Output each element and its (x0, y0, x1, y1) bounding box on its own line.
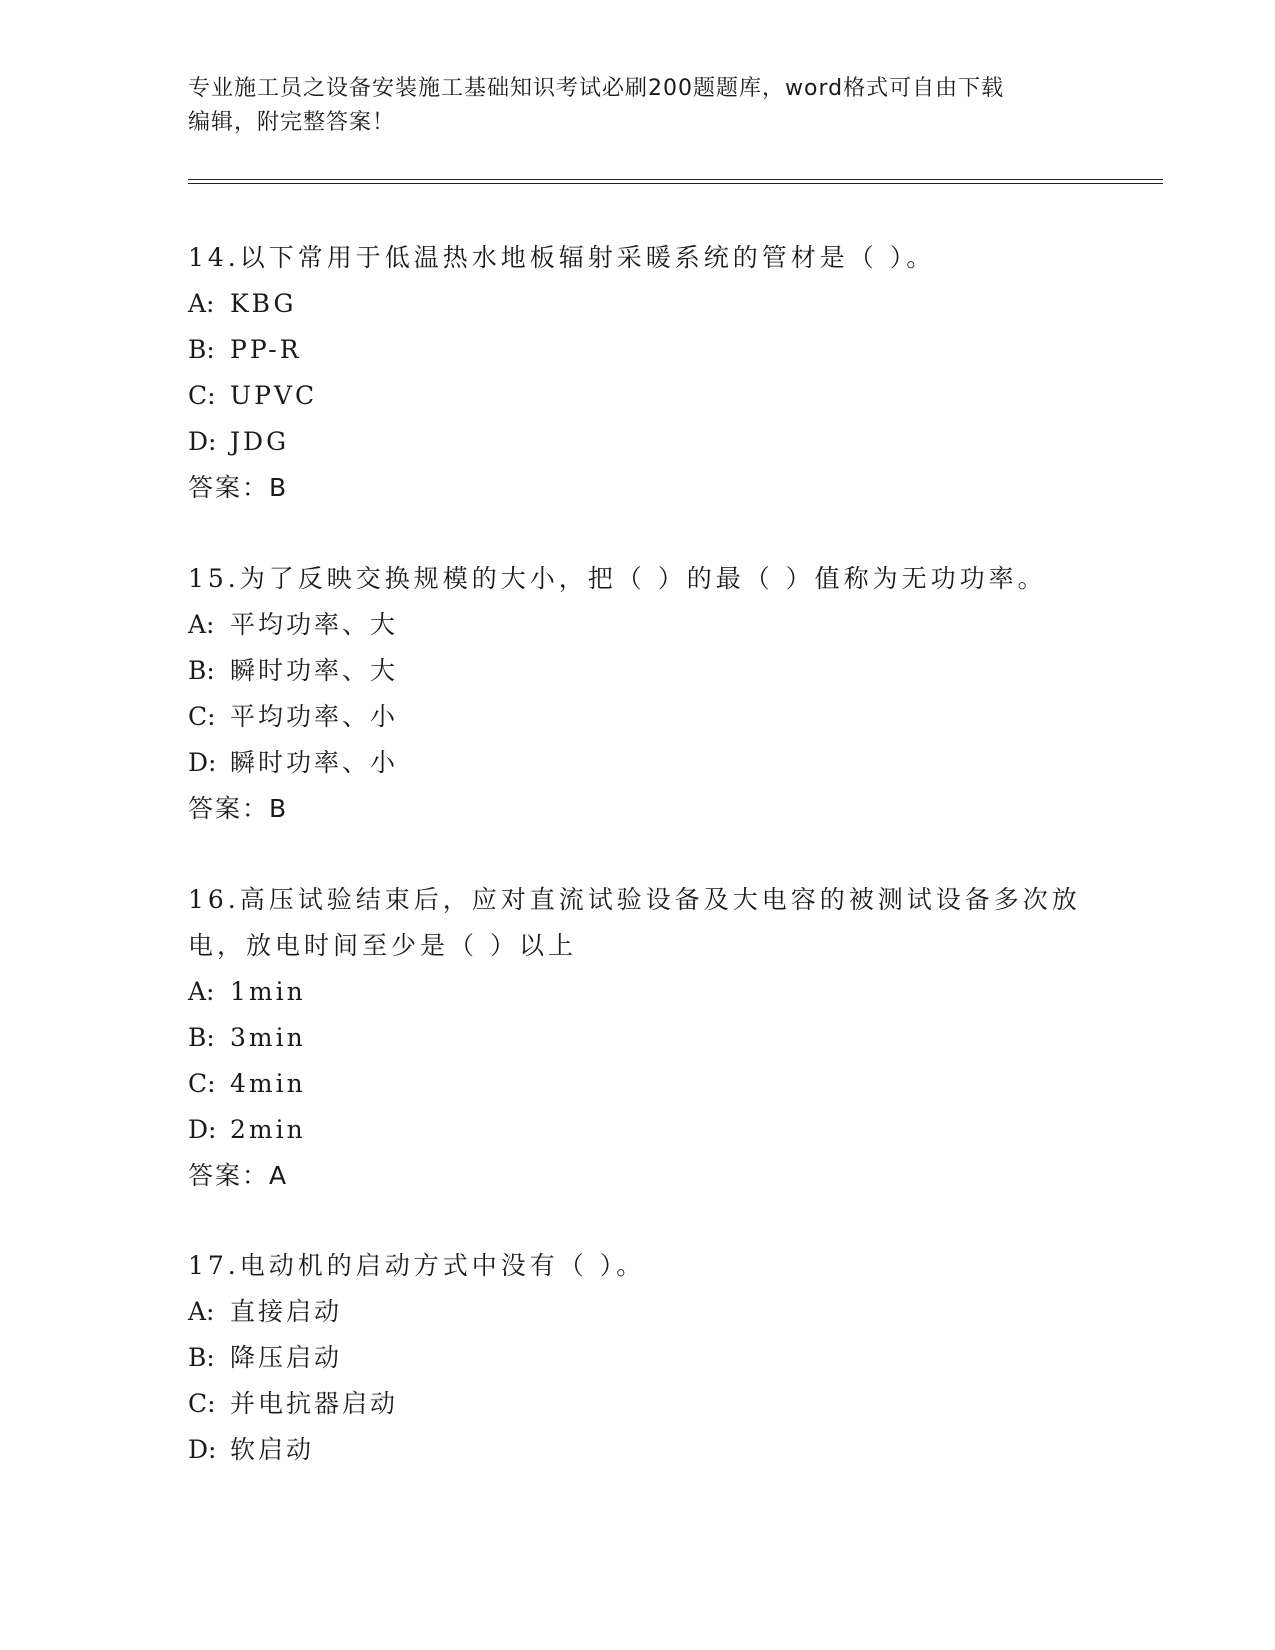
option-letter: A: (188, 1297, 215, 1326)
answer-line: 答案：B (188, 794, 289, 823)
option-d (188, 1107, 1108, 1153)
option-text: 软启动 (230, 1435, 315, 1464)
option-b (188, 648, 1108, 694)
option-a (188, 602, 1108, 648)
option-letter: C: (188, 1389, 216, 1418)
option-letter: D: (188, 1435, 217, 1464)
question-stem: 14.以下常用于低温热水地板辐射采暖系统的管材是（ ）。 (188, 243, 936, 272)
header-line-2: 编辑，附完整答案！ (188, 110, 396, 135)
question-15 (188, 556, 1108, 832)
option-letter: B: (188, 335, 215, 364)
option-letter: C: (188, 381, 216, 410)
option-d (188, 740, 1108, 786)
option-letter: D: (188, 427, 217, 456)
option-text: 直接启动 (230, 1297, 343, 1326)
option-text: 3min (230, 1023, 306, 1052)
option-text: 平均功率、小 (230, 702, 399, 731)
option-d (188, 419, 1108, 465)
option-letter: B: (188, 1023, 215, 1052)
option-a (188, 1289, 1108, 1335)
option-letter: A: (188, 610, 215, 639)
option-text: 瞬时功率、大 (230, 656, 399, 685)
option-letter: A: (188, 977, 215, 1006)
option-letter: B: (188, 656, 215, 685)
option-text: 2min (230, 1115, 306, 1144)
option-text: KBG (230, 289, 297, 318)
option-b (188, 327, 1108, 373)
option-letter: D: (188, 1115, 217, 1144)
option-text: 并电抗器启动 (230, 1389, 399, 1418)
option-d (188, 1427, 1108, 1473)
question-stem: 15.为了反映交换规模的大小，把（ ）的最（ ）值称为无功功率。 (188, 564, 1047, 593)
answer-line: 答案：B (188, 473, 289, 502)
header-divider-top (188, 179, 1163, 180)
option-letter: D: (188, 748, 217, 777)
question-stem: 16.高压试验结束后，应对直流试验设备及大电容的被测试设备多次放电，放电时间至少是（ ）以上 (188, 885, 1081, 960)
option-a (188, 281, 1108, 327)
document-header (188, 72, 1088, 140)
question-stem: 17.电动机的启动方式中没有（ ）。 (188, 1251, 646, 1280)
header-divider-bottom (188, 183, 1163, 184)
option-c (188, 373, 1108, 419)
option-letter: B: (188, 1343, 215, 1372)
option-b (188, 1015, 1108, 1061)
option-text: 1min (230, 977, 306, 1006)
option-letter: C: (188, 702, 216, 731)
option-letter: A: (188, 289, 215, 318)
question-17 (188, 1243, 1108, 1473)
option-letter: C: (188, 1069, 216, 1098)
option-c (188, 1381, 1108, 1427)
option-a (188, 969, 1108, 1015)
option-text: JDG (230, 427, 290, 456)
answer-line: 答案：A (188, 1161, 289, 1190)
option-b (188, 1335, 1108, 1381)
option-text: PP-R (230, 335, 302, 364)
option-text: 降压启动 (230, 1343, 343, 1372)
option-text: UPVC (230, 381, 318, 410)
question-16 (188, 877, 1108, 1199)
question-14 (188, 235, 1108, 511)
header-line-1: 专业施工员之设备安装施工基础知识考试必刷200题题库，word格式可自由下载 (188, 76, 1005, 101)
option-c (188, 694, 1108, 740)
option-text: 瞬时功率、小 (230, 748, 399, 777)
option-c (188, 1061, 1108, 1107)
option-text: 4min (230, 1069, 306, 1098)
option-text: 平均功率、大 (230, 610, 399, 639)
